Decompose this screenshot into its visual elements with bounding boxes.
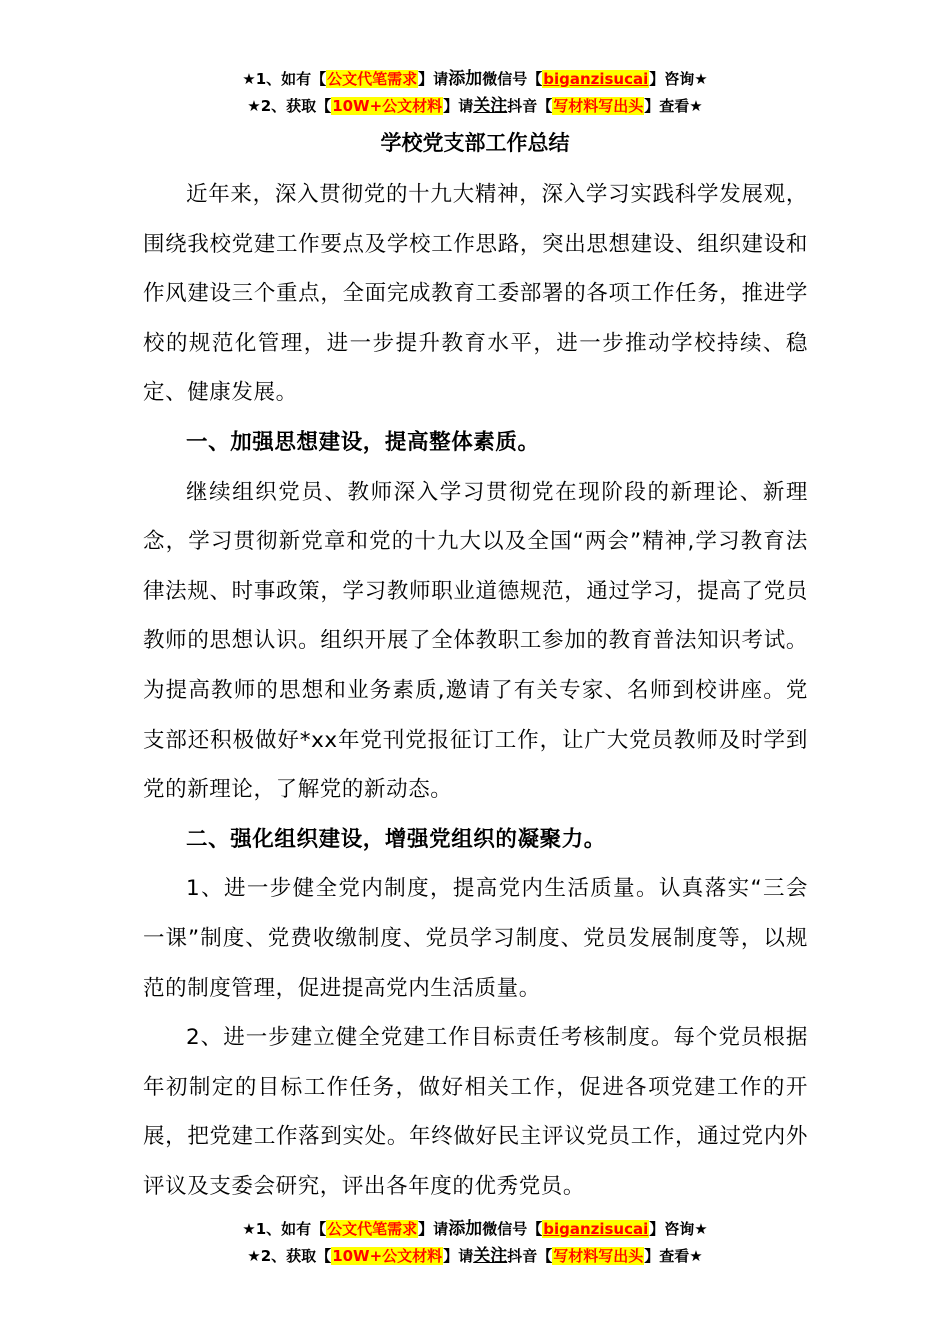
promo-text: 】咨询★ (649, 1220, 708, 1238)
promo-text: 】请 (443, 1247, 474, 1265)
promo-text: 】查看★ (644, 1247, 703, 1265)
promo-emphasis: 关注 (473, 1246, 508, 1266)
promo-line-2 (0, 93, 950, 120)
promo-line-1 (0, 1216, 950, 1243)
promo-text: 抖音【 (507, 97, 553, 115)
promo-highlight-service: 公文代笔需求 (327, 70, 418, 88)
promo-emphasis: 添加 (448, 69, 483, 89)
document-title: 学校党支部工作总结 (380, 131, 570, 155)
promo-banner-bottom (0, 1216, 950, 1270)
promo-douyin-account: 写材料写出头 (553, 1247, 644, 1265)
promo-highlight-materials: 10W+公文材料 (332, 97, 443, 115)
promo-text: ★2、获取【 (247, 97, 332, 115)
section-heading-1: 一、加强思想建设，提高整体素质。 (186, 429, 540, 455)
section-heading-2: 二、强化组织建设，增强党组织的凝聚力。 (186, 826, 606, 852)
promo-text: 微信号【 (482, 1220, 543, 1238)
promo-emphasis: 添加 (448, 1219, 483, 1239)
promo-text: ★2、获取【 (247, 1247, 332, 1265)
promo-text: ★1、如有【 (242, 70, 327, 88)
promo-highlight-materials: 10W+公文材料 (332, 1247, 443, 1265)
promo-highlight-service: 公文代笔需求 (327, 1220, 418, 1238)
paragraph-intro: 近年来，深入贯彻党的十九大精神，深入学习实践科学发展观，围绕我校党建工作要点及学校工作思路，突出思想建设、组织建设和作风建设三个重点，全面完成教育工委部署的各项工作任务，推进学校的规范化管理，进一步提升教育水平，进一步推动学校持续、稳定、健康发展。 (143, 182, 808, 406)
promo-wechat-id: biganzisucai (543, 1220, 649, 1238)
promo-text: 】查看★ (644, 97, 703, 115)
promo-text: ★1、如有【 (242, 1220, 327, 1238)
promo-line-1 (0, 66, 950, 93)
paragraph-section-1: 继续组织党员、教师深入学习贯彻党在现阶段的新理论、新理念，学习贯彻新党章和党的十九大以及全国“两会”精神,学习教育法律法规、时事政策，学习教师职业道德规范，通过学习，提高了党员教师的思想认识。组织开展了全体教职工参加的教育普法知识考试。为提高教师的思想和业务素质,邀请了有关专家、名师到校讲座。党支部还积极做好*xx年党刊党报征订工作，让广大党员教师及时学到党的新理论，了解党的新动态。 (143, 479, 808, 803)
promo-douyin-account: 写材料写出头 (553, 97, 644, 115)
promo-text: 】请 (418, 1220, 449, 1238)
paragraph-item-1: 1、进一步健全党内制度，提高党内生活质量。认真落实“三会一课”制度、党费收缴制度、党员学习制度、党员发展制度等，以规范的制度管理，促进提高党内生活质量。 (143, 876, 808, 1001)
promo-text: 】请 (443, 97, 474, 115)
promo-banner-top (0, 66, 950, 120)
promo-text: 】请 (418, 70, 449, 88)
promo-text: 抖音【 (507, 1247, 553, 1265)
paragraph-item-2: 2、进一步建立健全党建工作目标责任考核制度。每个党员根据年初制定的目标工作任务，做好相关工作，促进各项党建工作的开展，把党建工作落到实处。年终做好民主评议党员工作，通过党内外评议及支委会研究，评出各年度的优秀党员。 (143, 1025, 808, 1199)
document-body (143, 170, 808, 1211)
promo-text: 微信号【 (482, 70, 543, 88)
promo-emphasis: 关注 (473, 96, 508, 116)
promo-text: 】咨询★ (649, 70, 708, 88)
promo-wechat-id: biganzisucai (543, 70, 649, 88)
promo-line-2 (0, 1243, 950, 1270)
